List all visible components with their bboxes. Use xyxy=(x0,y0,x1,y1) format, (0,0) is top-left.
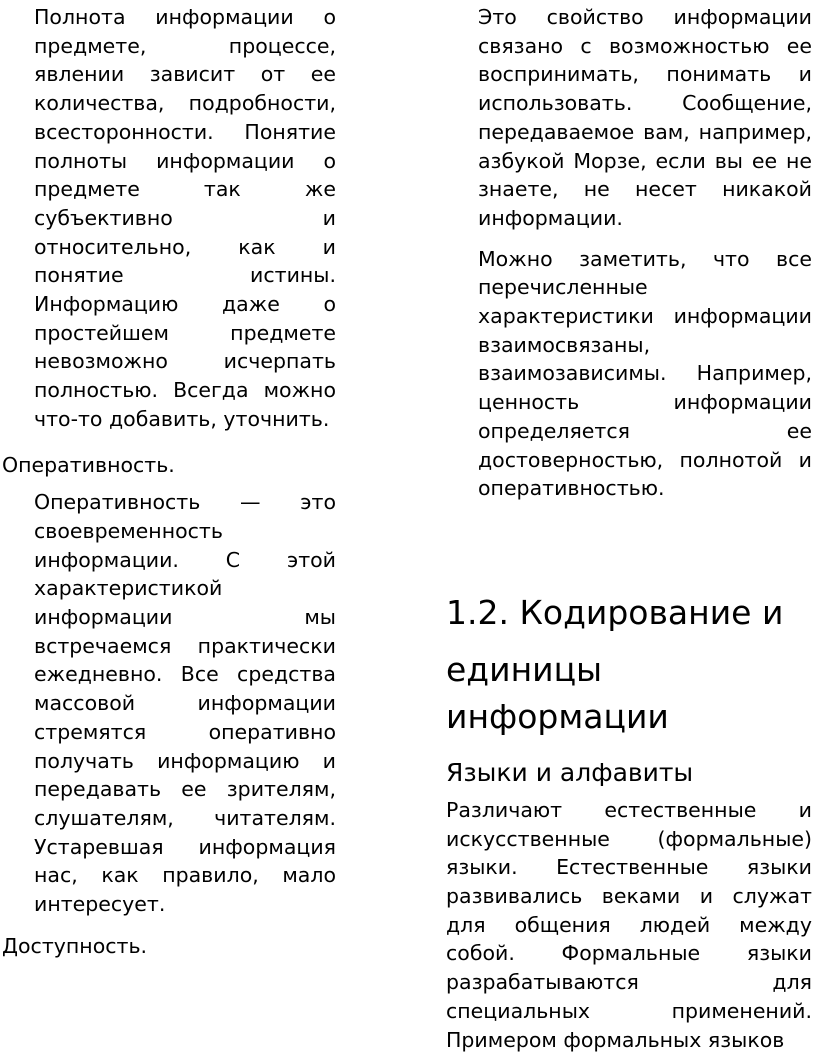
section-title-line1: 1.2. Кодирование и xyxy=(446,592,784,632)
accessibility-heading: Доступность. xyxy=(2,933,148,958)
section-title-line2: единицы информации xyxy=(446,649,669,736)
right-column xyxy=(446,0,816,1054)
subsection-title: Языки и алфавиты xyxy=(446,757,694,787)
section-title xyxy=(446,589,816,740)
timeliness-heading: Оперативность. xyxy=(2,452,175,477)
languages-paragraph: Различают естественные и искусственные (формальные) языки. Естественные языки развивались веками и служат для общения людей между собой. Формальные языки разрабатываются для специальных применений. Примером формальных языков xyxy=(446,797,812,1052)
accessibility-paragraph: Это свойство информации связано с возможностью ее воспринимать, понимать и использовать. Сообщение, передаваемое вам, например, азбукой Морзе, если вы ее не знаете, не несет никакой информации. xyxy=(478,5,812,230)
interrelation-paragraph: Можно заметить, что все перечисленные характеристики информации взаимосвязаны, взаимозависимы. Например, ценность информации определяется ее достоверностью, полнотой и оперативностью. xyxy=(478,246,812,501)
timeliness-paragraph: Оперативность — это своевременность информации. С этой характеристикой информации мы встречаемся практически ежедневно. Все средства массовой информации стремятся оперативно получать информацию и передавать ее зрителям, слушателям, читателям. Устаревшая информация нас, как правило, мало интересует. xyxy=(34,490,336,917)
left-column xyxy=(0,0,340,961)
completeness-paragraph: Полнота информации о предмете, процессе, явлении зависит от ее количества, подробности, всесторонности. Понятие полноты информации о предмете так же субъективно и относительно, как и понятие истины. Информацию даже о простейшем предмете невозможно исчерпать полностью. Всегда можно что-то добавить, уточнить. xyxy=(34,5,336,431)
